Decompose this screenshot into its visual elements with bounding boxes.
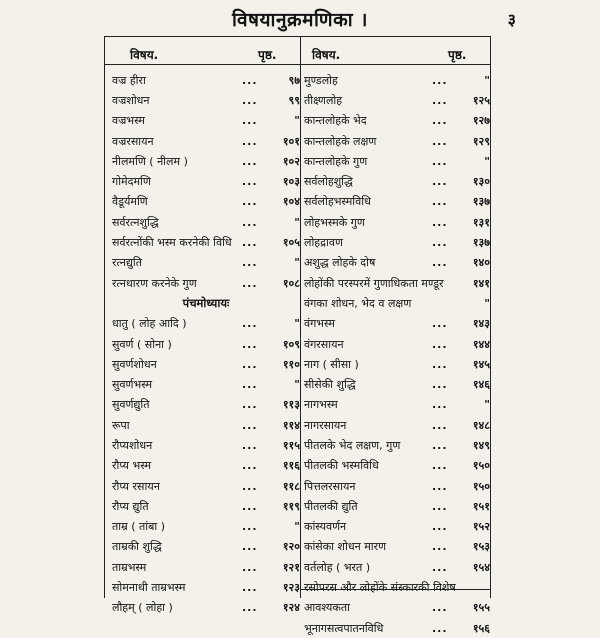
entry-title: नाग ( सीसा ) [304, 357, 359, 371]
entry-page-number: १४१ [472, 276, 490, 290]
entry-title: वज्रभस्म [112, 114, 145, 128]
entry-title: वैडूर्यमणि [112, 195, 148, 209]
entry-title: सर्वरत्नोंकी भस्म करनेकी विधि [112, 236, 232, 250]
leader-dots: ... [242, 540, 258, 554]
index-entry [112, 537, 300, 557]
entry-title: रौप्य भस्म [112, 459, 152, 473]
leader-dots: ... [242, 215, 258, 229]
entry-title: गोमेदमणि [112, 175, 151, 189]
index-entry [112, 334, 300, 354]
index-entry [112, 557, 300, 577]
entry-title: रत्नधारण करनेके गुण [112, 276, 197, 290]
leader-dots: ... [432, 114, 448, 128]
index-entry [112, 192, 300, 212]
leader-dots: ... [432, 418, 448, 432]
entry-title: लोहभस्मके गुण [304, 215, 365, 229]
index-entry [112, 415, 300, 435]
entry-title: अशुद्ध लोहके दोष [304, 256, 376, 270]
leader-dots: ... [242, 93, 258, 107]
entry-page-number: १०२ [282, 154, 300, 168]
index-entry [112, 70, 300, 90]
entry-title: ताम्रभस्म [112, 560, 147, 574]
entry-title: नागरसायन [304, 418, 347, 432]
entry-page-number: १४३ [472, 317, 490, 331]
index-entry [112, 354, 300, 374]
index-entry [304, 171, 490, 191]
entry-page-number: १५२ [472, 520, 490, 534]
index-entry [304, 456, 490, 476]
entry-page-number: १३७ [472, 195, 490, 209]
entry-title: सीसेकी शुद्धि [304, 378, 356, 392]
entry-page-number: १४४ [472, 337, 490, 351]
entry-page-number: १५४ [472, 560, 490, 574]
index-entry [304, 70, 490, 90]
entry-title: तीक्ष्णलोह [304, 93, 343, 107]
page-title: विषयानुक्रमणिका । [232, 9, 368, 31]
index-entry [304, 598, 490, 618]
entry-title: सुवर्णशोधन [112, 357, 157, 371]
entry-page-number: १०८ [282, 276, 300, 290]
leader-dots: ... [432, 398, 448, 412]
entry-page-number: ११४ [282, 418, 300, 432]
index-entry [304, 192, 490, 212]
index-entry [304, 415, 490, 435]
left-subject-header: विषय. [130, 48, 159, 62]
entry-page-number: १५३ [472, 540, 490, 554]
entry-title: पीतलकी भस्मविधि [304, 459, 379, 473]
entry-title: सर्वलोहभस्मविधि [304, 195, 371, 209]
header-rule [104, 64, 490, 65]
entry-page-number: " [294, 256, 300, 270]
entry-page-number: " [484, 73, 490, 87]
leader-dots: ... [242, 114, 258, 128]
leader-dots: ... [242, 418, 258, 432]
entry-page-number: १०४ [282, 195, 300, 209]
leader-dots: ... [242, 276, 258, 290]
entry-page-number: " [484, 296, 490, 310]
leader-dots: ... [432, 154, 448, 168]
entry-title: सर्वरत्नशुद्धि [112, 215, 159, 229]
index-entry [304, 212, 490, 232]
entry-page-number: १४५ [472, 357, 490, 371]
entry-page-number: " [294, 215, 300, 229]
entry-title: सोमनाथी ताम्रभस्म [112, 581, 186, 595]
entry-page-number: ११९ [282, 499, 300, 513]
entry-title: रौप्य द्युति [112, 499, 149, 513]
entry-title: रौप्य रसायन [112, 479, 160, 493]
leader-dots: ... [432, 378, 448, 392]
index-entry [304, 334, 490, 354]
index-entry [304, 577, 490, 597]
leader-dots: ... [242, 73, 258, 87]
leader-dots: ... [432, 195, 448, 209]
entry-title: वर्तलोह ( भरत ) [304, 560, 371, 574]
entry-page-number: १२१ [282, 560, 300, 574]
index-entry [112, 314, 300, 334]
entry-page-number: १२९ [472, 134, 490, 148]
entry-page-number: ९७ [288, 73, 300, 87]
index-entry [304, 273, 490, 293]
entry-title: लोहद्रावण [304, 236, 343, 250]
index-entry [304, 151, 490, 171]
leader-dots: ... [432, 73, 448, 87]
index-entry [304, 90, 490, 110]
leader-dots: ... [432, 459, 448, 473]
entry-page-number: १२३ [282, 581, 300, 595]
right-page-header: पृष्ठ. [448, 48, 467, 62]
leader-dots: ... [242, 195, 258, 209]
entry-page-number: १५० [472, 479, 490, 493]
entry-page-number: १४६ [472, 378, 490, 392]
leader-dots: ... [242, 398, 258, 412]
entry-page-number: १५५ [472, 601, 490, 615]
index-entry [112, 90, 300, 110]
leader-dots: ... [432, 175, 448, 189]
leader-dots: ... [242, 581, 258, 595]
leader-dots: ... [432, 621, 448, 635]
leader-dots: ... [432, 520, 448, 534]
entry-page-number: १४० [472, 256, 490, 270]
entry-title: रौप्यशोधन [112, 438, 153, 452]
index-entry [304, 435, 490, 455]
leader-dots: ... [242, 154, 258, 168]
index-entry [304, 253, 490, 273]
index-entry [112, 374, 300, 394]
entry-title: सर्वलोहशुद्धि [304, 175, 353, 189]
index-entry [112, 517, 300, 537]
index-entry [304, 618, 490, 638]
top-rule [104, 36, 490, 37]
leader-dots: ... [242, 236, 258, 250]
leader-dots: ... [242, 337, 258, 351]
entry-title: कान्तलोहके भेद [304, 114, 367, 128]
leader-dots: ... [242, 175, 258, 189]
entry-page-number: १५० [472, 459, 490, 473]
leader-dots: ... [432, 93, 448, 107]
leader-dots: ... [432, 337, 448, 351]
leader-dots: ... [242, 256, 258, 270]
index-entry [304, 496, 490, 516]
entry-title: लौहम् ( लोहा ) [112, 601, 173, 615]
leader-dots: ... [242, 499, 258, 513]
leader-dots: ... [432, 357, 448, 371]
entry-title: वज्र हीरा [112, 73, 146, 87]
index-entry [304, 374, 490, 394]
leader-dots: ... [242, 601, 258, 615]
entry-page-number: १०५ [282, 236, 300, 250]
index-entry [112, 212, 300, 232]
right-subject-header: विषय. [312, 48, 341, 62]
entry-title: आवश्यकता [304, 601, 350, 615]
entry-title: नागभस्म [304, 398, 338, 412]
entry-page-number: ११६ [282, 459, 300, 473]
index-entry [304, 293, 490, 313]
entry-title: ताम्र ( तांबा ) [112, 520, 166, 534]
index-entry [304, 131, 490, 151]
entry-page-number: १३७ [472, 236, 490, 250]
entry-title: वंगका शोधन, भेद व लक्षण [304, 296, 412, 310]
index-entry [112, 476, 300, 496]
entry-page-number: " [294, 378, 300, 392]
entry-title: लोहोंकी परस्परमें गुणाधिकता मण्डूर [304, 276, 444, 290]
index-entry [112, 273, 300, 293]
leader-dots: ... [242, 459, 258, 473]
entry-page-number: ११५ [282, 438, 300, 452]
entry-title: पीतलकी द्युति [304, 499, 358, 513]
entry-page-number: १०३ [282, 175, 300, 189]
index-entry [304, 476, 490, 496]
leader-dots: ... [432, 215, 448, 229]
entry-page-number: १४९ [472, 438, 490, 452]
leader-dots: ... [242, 438, 258, 452]
leader-dots: ... [242, 134, 258, 148]
entry-title: कान्तलोहके लक्षण [304, 134, 377, 148]
entry-page-number: १२७ [472, 114, 490, 128]
entry-title: सुवर्ण ( सोना ) [112, 337, 172, 351]
right-border [490, 36, 491, 598]
entry-page-number: " [294, 114, 300, 128]
entry-page-number: ९९ [288, 93, 300, 107]
index-entry [112, 598, 300, 618]
index-entry [304, 395, 490, 415]
index-entry [112, 496, 300, 516]
entry-title: रूपा [112, 418, 130, 432]
leader-dots: ... [242, 520, 258, 534]
leader-dots: ... [242, 560, 258, 574]
entry-title: कांस्यवर्णन [304, 520, 347, 534]
leader-dots: ... [432, 560, 448, 574]
index-entry [112, 151, 300, 171]
leader-dots: ... [432, 601, 448, 615]
index-entry [304, 232, 490, 252]
entry-page-number: १३० [472, 175, 490, 189]
left-index-column [112, 70, 300, 618]
index-entry [112, 456, 300, 476]
index-entry [304, 557, 490, 577]
entry-title: वज्ररसायन [112, 134, 154, 148]
entry-page-number: ११८ [282, 479, 300, 493]
index-entry [112, 435, 300, 455]
leader-dots: ... [432, 479, 448, 493]
entry-page-number: १५१ [472, 499, 490, 513]
entry-page-number: " [294, 520, 300, 534]
entry-title: कांसेका शोधन मारण [304, 540, 387, 554]
entry-title: पीतलके भेद लक्षण, गुण [304, 438, 401, 452]
leader-dots: ... [432, 438, 448, 452]
leader-dots: ... [432, 540, 448, 554]
entry-title: मुण्डलोह [304, 73, 338, 87]
index-entry [304, 354, 490, 374]
entry-page-number: ११० [282, 357, 300, 371]
entry-title: वज्रशोधन [112, 93, 150, 107]
index-entry [112, 577, 300, 597]
index-entry [304, 517, 490, 537]
leader-dots: ... [432, 256, 448, 270]
entry-title: पित्तलरसायन [304, 479, 356, 493]
entry-page-number: ११३ [282, 398, 300, 412]
entry-page-number: १२४ [282, 601, 300, 615]
entry-title: ताम्रकी शुद्धि [112, 540, 162, 554]
entry-title: सुवर्णभस्म [112, 378, 153, 392]
entry-title: वंगभस्म [304, 317, 335, 331]
entry-title: रत्नद्युति [112, 256, 143, 270]
entry-page-number: १२० [282, 540, 300, 554]
entry-page-number: १२५ [472, 93, 490, 107]
leader-dots: ... [242, 479, 258, 493]
entry-title: सुवर्णद्युति [112, 398, 150, 412]
index-entry [112, 232, 300, 252]
leader-dots: ... [432, 236, 448, 250]
entry-page-number: १३१ [472, 215, 490, 229]
column-divider [300, 36, 301, 598]
left-border [104, 36, 105, 598]
entry-title: कान्तलोहके गुण [304, 154, 368, 168]
entry-page-number: १५६ [472, 621, 490, 635]
leader-dots: ... [432, 317, 448, 331]
leader-dots: ... [242, 378, 258, 392]
index-entry [304, 537, 490, 557]
index-entry [112, 131, 300, 151]
index-entry [112, 111, 300, 131]
entry-page-number: १०१ [282, 134, 300, 148]
section-heading: पंचमोध्यायः [182, 295, 230, 310]
leader-dots: ... [242, 317, 258, 331]
entry-title: भूनागसत्वपातनविधि [304, 621, 384, 635]
index-entry [112, 395, 300, 415]
entry-page-number: " [294, 317, 300, 331]
entry-title: धातु ( लोह आदि ) [112, 317, 187, 331]
entry-page-number: " [484, 154, 490, 168]
index-entry [304, 111, 490, 131]
entry-page-number: १०९ [282, 337, 300, 351]
index-entry [112, 171, 300, 191]
leader-dots: ... [432, 499, 448, 513]
index-entry [304, 314, 490, 334]
left-page-header: पृष्ठ. [258, 48, 277, 62]
entry-title: वंगरसायन [304, 337, 344, 351]
entry-title: रसोपरस और लोहोंके संस्कारकी विशेष [304, 581, 456, 595]
entry-title: नीलमणि ( नीलम ) [112, 154, 188, 168]
leader-dots: ... [432, 134, 448, 148]
leader-dots: ... [242, 357, 258, 371]
right-index-column [304, 70, 490, 638]
page-number: ३ [507, 10, 516, 29]
index-entry [112, 253, 300, 273]
entry-page-number: " [484, 398, 490, 412]
entry-page-number: १४८ [472, 418, 490, 432]
